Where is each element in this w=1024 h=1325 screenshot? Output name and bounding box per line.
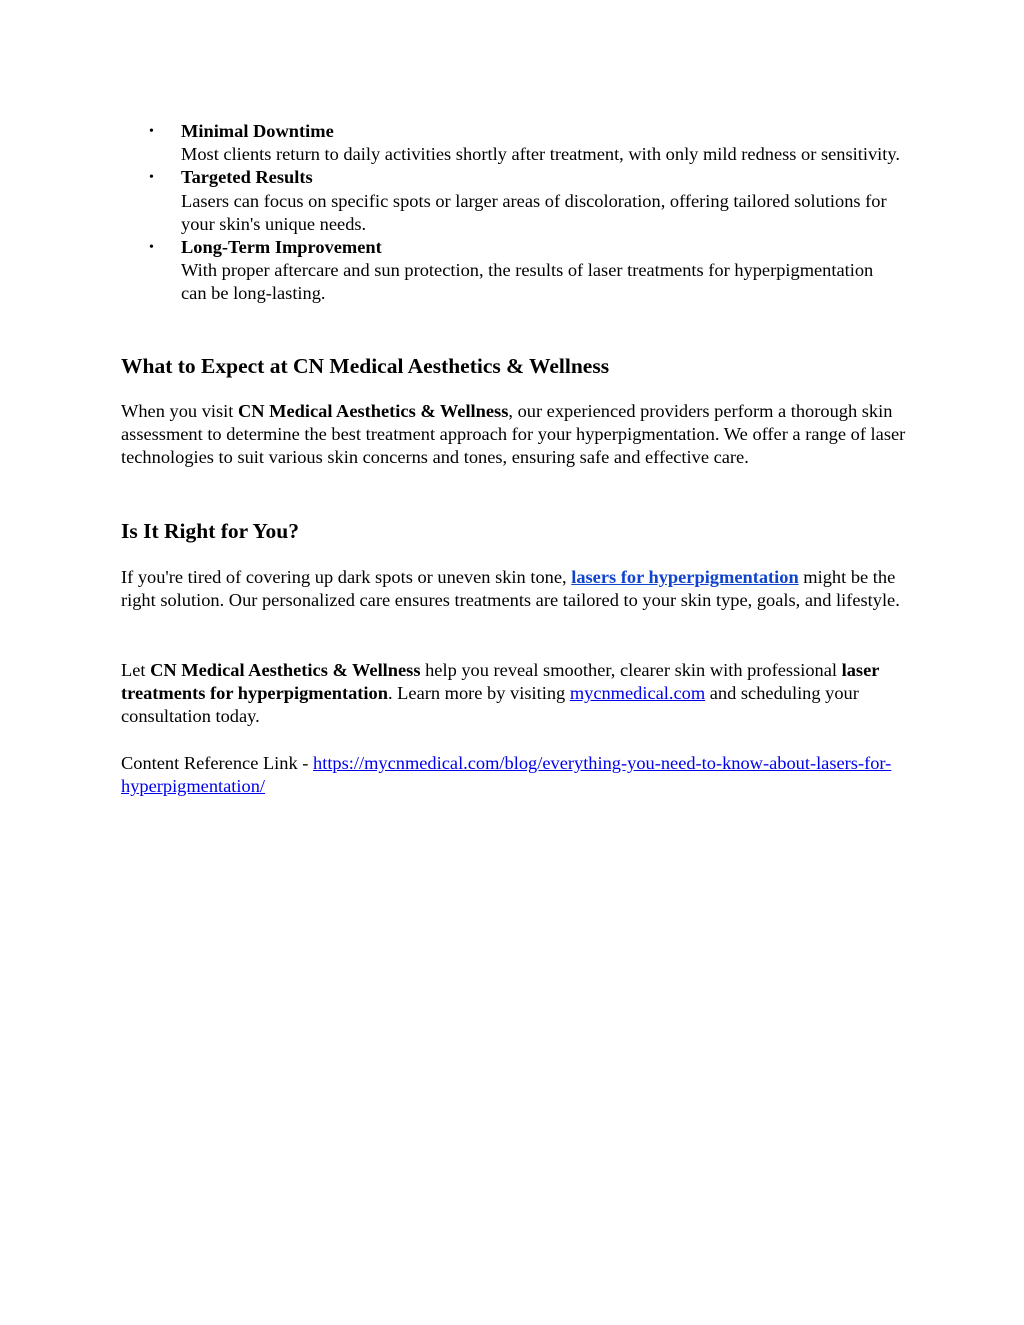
paragraph-text: might be the right solution. Our personalized care ensures treatments are tailored to your skin type, goals, and lifestyle.: [121, 567, 900, 611]
brand-name: CN Medical Aesthetics & Wellness: [237, 401, 509, 421]
section-heading-is-it-right: Is It Right for You?: [121, 519, 299, 543]
bullet-icon: •: [149, 124, 154, 139]
bullet-icon: •: [149, 170, 154, 186]
content-reference-paragraph: [121, 752, 911, 798]
benefits-list: [121, 120, 901, 306]
list-item: [121, 236, 901, 306]
bullet-icon: •: [149, 240, 154, 256]
is-it-right-paragraph: [121, 566, 911, 612]
benefit-description: With proper aftercare and sun protection, the results of laser treatments for hyperpigmentation can be long-lasting.: [181, 260, 874, 304]
benefit-description: Most clients return to daily activities shortly after treatment, with only mild redness or sensitivity.: [181, 144, 900, 165]
section-heading-what-to-expect: What to Expect at CN Medical Aesthetics & Wellness: [121, 354, 610, 378]
bold-phrase: laser treatments for hyperpigmentation: [121, 660, 880, 704]
what-to-expect-paragraph: [121, 400, 911, 470]
paragraph-text: Let: [121, 660, 151, 680]
reference-label: Content Reference Link -: [121, 753, 314, 773]
lasers-for-hyperpigmentation-link[interactable]: lasers for hyperpigmentation: [571, 567, 799, 587]
list-item: [121, 120, 901, 166]
paragraph-text: help you reveal smoother, clearer skin with professional: [420, 660, 842, 680]
paragraph-text: When you visit: [121, 401, 238, 421]
benefit-title: Minimal Downtime: [181, 121, 334, 141]
brand-name: CN Medical Aesthetics & Wellness: [150, 660, 421, 680]
benefit-title: Long-Term Improvement: [181, 237, 382, 258]
paragraph-text: If you're tired of covering up dark spots or uneven skin tone,: [121, 567, 572, 587]
paragraph-text: and scheduling your consultation today.: [121, 683, 859, 727]
paragraph-text: . Learn more by visiting: [387, 683, 570, 704]
paragraph-text: , our experienced providers perform a thorough skin assessment to determine the best treatment approach for your hyperpigmentation. We offer a range of laser technologies to suit various skin concerns and tones, ensuring safe and effective care.: [121, 401, 906, 468]
content-reference-link[interactable]: https://mycnmedical.com/blog/everything-you-need-to-know-about-lasers-for-hyperpigmentation/: [121, 753, 892, 797]
list-item: [121, 166, 901, 236]
call-to-action-paragraph: [121, 659, 911, 729]
benefit-title: Targeted Results: [181, 167, 313, 188]
benefit-description: Lasers can focus on specific spots or larger areas of discoloration, offering tailored solutions for your skin's unique needs.: [181, 190, 887, 234]
mycnmedical-link[interactable]: mycnmedical.com: [569, 683, 706, 704]
